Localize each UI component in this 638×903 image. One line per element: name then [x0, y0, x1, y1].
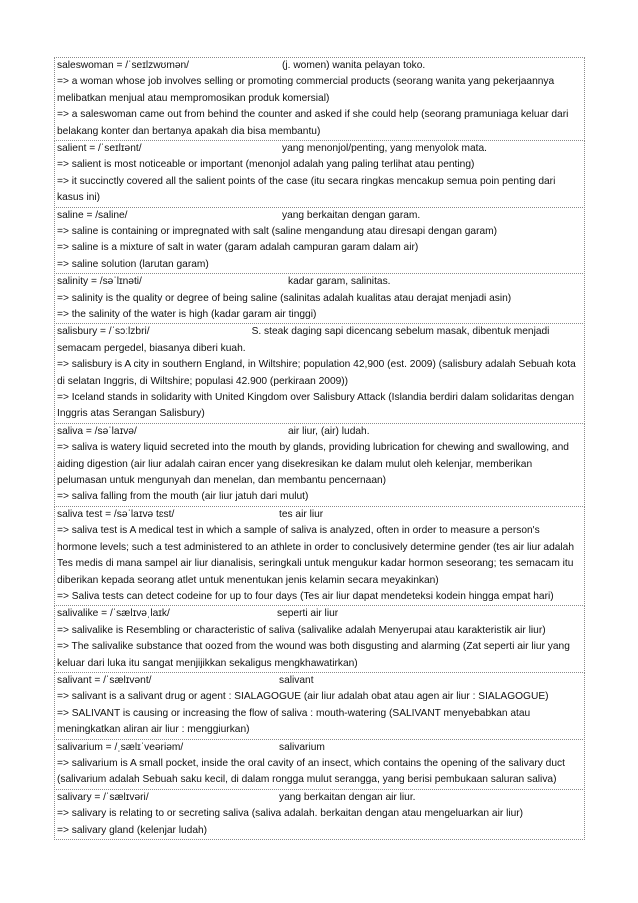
dictionary-document: [54, 58, 585, 840]
headword: saliva test = /səˈlaɪvə tɛst/: [57, 508, 175, 520]
entry-salivarium: [54, 739, 585, 790]
example-line: => salivary gland (kelenjar ludah): [57, 824, 208, 836]
meaning: salivarium: [279, 741, 325, 753]
example-line: => Iceland stands in solidarity with United Kingdom over Salisbury Attack (Islandia berdiri dalam solidaritas dengan Inggris atas Serangan Salisbury): [57, 392, 575, 420]
entry-head: [57, 324, 582, 357]
example-line: => The salivalike substance that oozed from the wound was both disgusting and alarming (Zat seperti air liur yang keluar dari luka itu sangat menjijikkan sekaligus mengkhawatirkan): [57, 641, 570, 669]
meaning: (j. women) wanita pelayan toko.: [282, 60, 426, 71]
entry-salivary: [54, 789, 585, 840]
example-line: => salivary is relating to or secreting saliva (saliva adalah. berkaitan dengan atau mengeluarkan air liur): [57, 808, 524, 820]
headword: salivalike = /ˈsælɪvəˌlaɪk/: [57, 608, 170, 620]
meaning: air liur, (air) ludah.: [288, 425, 370, 437]
example-line: => Saliva tests can detect codeine for up to four days (Tes air liur dapat mendeteksi kodein hingga empat hari): [57, 590, 554, 602]
headword: saliva = /səˈlaɪvə/: [57, 425, 137, 437]
example-line: => it succinctly covered all the salient points of the case (itu secara ringkas mencakup semua poin penting dari kasus ini): [57, 175, 556, 204]
example-line: => salivarium is A small pocket, inside the oral cavity of an insect, which contains the opening of the salivary duct (salivarium adalah Sebuah saku kecil, di dalam rongga mulut serangga, yang berisi pembukaan saluran saliva): [57, 757, 565, 786]
headword: saline = /saline/: [57, 209, 128, 221]
example-line: => saliva is watery liquid secreted into the mouth by glands, providing lubrication for chewing and swallowing, and aiding digestion (air liur adalah cairan encer yang disekresikan ke dalam mulut oleh kelenjar, memberikan pelumasan untuk mengunyah dan menelan, dan membantu pencernaan): [57, 442, 569, 487]
entry-head: [57, 141, 582, 157]
meaning: kadar garam, salinitas.: [288, 276, 391, 288]
headword: salient = /ˈseɪlɪənt/: [57, 143, 142, 155]
entry-salient: [54, 140, 585, 208]
entry-head: [57, 740, 582, 756]
meaning: yang berkaitan dengan air liur.: [279, 791, 416, 803]
headword: salivarium = /ˌsælɪˈveəriəm/: [57, 741, 184, 753]
example-line: => a woman whose job involves selling or promoting commercial products (seorang wanita yang pekerjaannya melibatkan menjual atau mempromosikan produk komersial): [57, 76, 555, 104]
meaning: S. steak daging sapi dicencang sebelum masak, dibentuk menjadi semacam pergedel, biasanya diberi kuah.: [57, 326, 550, 354]
example-line: => saliva falling from the mouth (air liur jatuh dari mulut): [57, 491, 309, 503]
example-line: => saline solution (larutan garam): [57, 258, 209, 270]
entry-saline: [54, 207, 585, 275]
entry-head: [57, 274, 582, 290]
entry-saleswoman: [54, 57, 585, 141]
entry-salivant: [54, 672, 585, 740]
example-line: => saline is containing or impregnated with salt (saline mengandung atau diresapi dengan garam): [57, 226, 498, 238]
example-line: => a saleswoman came out from behind the counter and asked if she could help (seorang pramuniaga keluar dari belakang konter dan bertanya apakah dia bisa membantu): [57, 109, 569, 137]
entry-saliva: [54, 423, 585, 507]
headword: salinity = /səˈlɪnəti/: [57, 276, 142, 288]
headword: salisbury = /ˈsɔːlzbri/: [57, 326, 150, 338]
entry-head: [57, 424, 582, 440]
entry-salivalike: [54, 605, 585, 673]
headword: salivary = /ˈsælɪvəri/: [57, 791, 149, 803]
entry-head: [57, 790, 582, 806]
example-line: => salisbury is A city in southern England, in Wiltshire; population 42,900 (est. 2009) (salisbury adalah Sebuah kota di selatan Inggris, di Wiltshire; populasi 42.900 (perkiraan 2009)): [57, 359, 576, 387]
meaning: tes air liur: [279, 508, 324, 520]
example-line: => saline is a mixture of salt in water (garam adalah campuran garam dalam air): [57, 242, 419, 254]
entry-head: [57, 606, 582, 622]
entry-salisbury: [54, 323, 585, 423]
meaning: salivant: [279, 674, 314, 686]
example-line: => salient is most noticeable or important (menonjol adalah yang paling terlihat atau penting): [57, 159, 475, 171]
entry-head: [57, 507, 582, 523]
meaning: yang berkaitan dengan garam.: [282, 209, 421, 221]
entry-saliva-test: [54, 506, 585, 606]
entry-head: [57, 208, 582, 224]
headword: saleswoman = /ˈseɪlzwʊmən/: [57, 60, 189, 71]
example-line: => SALIVANT is causing or increasing the flow of saliva : mouth-watering (SALIVANT menyebabkan atau meningkatkan aliran air liur : menggiurkan): [57, 707, 531, 736]
meaning: seperti air liur: [277, 608, 339, 620]
entry-head: [57, 58, 582, 74]
meaning: yang menonjol/penting, yang menyolok mata.: [282, 143, 488, 155]
example-line: => the salinity of the water is high (kadar garam air tinggi): [57, 309, 317, 321]
entry-head: [57, 673, 582, 689]
example-line: => saliva test is A medical test in which a sample of saliva is analyzed, often in order to measure a person's hormone levels; such a test administered to an athlete in order to conclusively determine gender (tes air liur adalah Tes medis di mana sampel air liur dianalisis, seringkali untuk mengukur kadar hormon seseorang; tes semacam itu diberikan kepada seorang atlet untuk menentukan jenis kelamin secara meyakinkan): [57, 525, 575, 586]
headword: salivant = /ˈsælɪvənt/: [57, 674, 152, 686]
example-line: => salinity is the quality or degree of being saline (salinitas adalah kualitas atau derajat menjadi asin): [57, 292, 512, 304]
example-line: => salivalike is Resembling or characteristic of saliva (salivalike adalah Menyerupai atau karakteristik air liur): [57, 624, 546, 636]
entry-salinity: [54, 273, 585, 324]
example-line: => salivant is a salivant drug or agent : SIALAGOGUE (air liur adalah obat atau agen air liur : SIALAGOGUE): [57, 691, 549, 703]
